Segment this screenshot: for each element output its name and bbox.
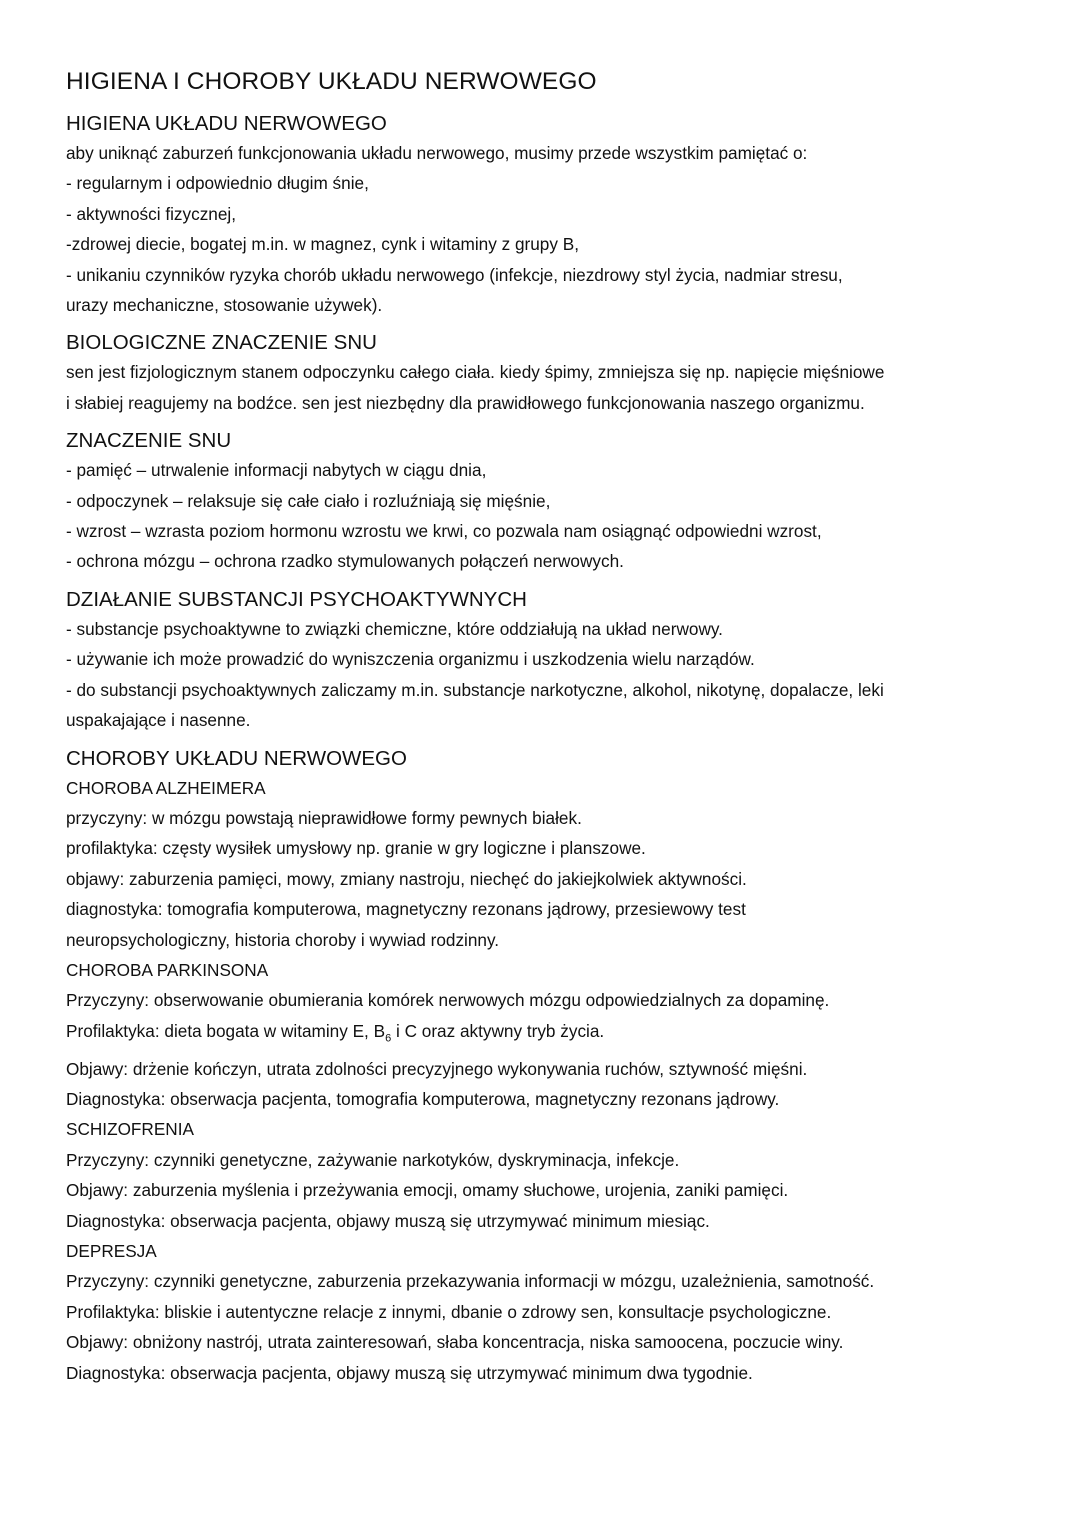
section-diseases [66,745,1020,1389]
section-heading: HIGIENA UKŁADU NERWOWEGO [66,112,387,135]
section-heading: BIOLOGICZNE ZNACZENIE SNU [66,331,377,355]
disease-alzheimer [66,773,1020,955]
text-line: Objawy: obniżony nastrój, utrata zainteresowań, słaba koncentracja, niska samoocena, poczucie winy. [66,1332,844,1353]
disease-depression [66,1236,1020,1388]
list-item: - regularnym i odpowiednio długim śnie, [66,173,369,194]
disease-parkinson [66,955,1020,1114]
text-fragment: Profilaktyka: dieta bogata w witaminy E, B [66,1020,386,1041]
list-item: - aktywności fizycznej, [66,203,237,224]
text-line: neuropsychologiczny, historia choroby i wywiad rodzinny. [66,929,500,950]
disease-title: CHOROBA PARKINSONA [66,959,269,980]
section-heading: DZIAŁANIE SUBSTANCJI PSYCHOAKTYWNYCH [66,587,527,611]
subscript: 6 [385,1032,392,1045]
text-line: Profilaktyka: bliskie i autentyczne relacje z innymi, dbanie o zdrowy sen, konsultacje psychologiczne. [66,1301,832,1322]
text-line: Przyczyny: czynniki genetyczne, zaburzenia przekazywania informacji w mózgu, uzależnienia, samotność. [66,1271,875,1292]
disease-title: CHOROBA ALZHEIMERA [66,777,266,798]
list-item: -zdrowej diecie, bogatej m.in. w magnez, cynk i witaminy z grupy B, [66,234,579,255]
text-line: aby uniknąć zaburzeń funkcjonowania układu nerwowego, musimy przede wszystkim pamiętać o: [66,143,808,163]
section-heading: CHOROBY UKŁADU NERWOWEGO [66,746,407,770]
list-item: - używanie ich może prowadzić do wyniszczenia organizmu i uszkodzenia wielu narządów. [66,649,755,670]
text-line: Objawy: drżenie kończyn, utrata zdolności precyzyjnego wykonywania ruchów, sztywność mięśni. [66,1058,808,1079]
text-line: urazy mechaniczne, stosowanie używek). [66,295,383,316]
text-line: Objawy: zaburzenia myślenia i przeżywania emocji, omamy słuchowe, urojenia, zaniki pamięci. [66,1180,789,1201]
text-line: Przyczyny: czynniki genetyczne, zażywanie narkotyków, dyskryminacja, infekcje. [66,1149,680,1170]
list-item: - pamięć – utrwalenie informacji nabytych w ciągu dnia, [66,460,487,481]
disease-title: DEPRESJA [66,1241,157,1262]
text-line: profilaktyka: częsty wysiłek umysłowy np. granie w gry logiczne i planszowe. [66,838,646,859]
text-line [66,1016,1020,1054]
text-line: Diagnostyka: obserwacja pacjenta, tomografia komputerowa, magnetyczny rezonans jądrowy. [66,1089,780,1109]
text-line: uspakajające i nasenne. [66,710,251,731]
text-line: Przyczyny: obserwowanie obumierania komórek nerwowych mózgu odpowiedzialnych za dopaminę. [66,990,830,1011]
text-line: Diagnostyka: obserwacja pacjenta, objawy muszą się utrzymywać minimum dwa tygodnie. [66,1362,753,1383]
section-psychoactive-substances [66,586,1020,736]
text-line: objawy: zaburzenia pamięci, mowy, zmiany nastroju, niechęć do jakiejkolwiek aktywności. [66,868,747,889]
disease-schizophrenia [66,1114,1020,1236]
list-item: - ochrona mózgu – ochrona rzadko stymulowanych połączeń nerwowych. [66,551,624,572]
section-heading: ZNACZENIE SNU [66,429,232,453]
section-hygiene [66,110,1020,320]
text-line: diagnostyka: tomografia komputerowa, magnetyczny rezonans jądrowy, przesiewowy test [66,899,746,920]
text-line: sen jest fizjologicznym stanem odpoczynku całego ciała. kiedy śpimy, zmniejsza się np. napięcie mięśniowe [66,362,885,383]
text-line: i słabiej reagujemy na bodźce. sen jest niezbędny dla prawidłowego funkcjonowania naszego organizmu. [66,392,865,413]
text-line: przyczyny: w mózgu powstają nieprawidłowe formy pewnych białek. [66,807,582,828]
page-title: HIGIENA I CHOROBY UKŁADU NERWOWEGO [66,68,597,95]
list-item: - do substancji psychoaktywnych zaliczamy m.in. substancje narkotyczne, alkohol, nikotynę, dopalacze, leki [66,679,884,700]
list-item: - unikaniu czynników ryzyka chorób układu nerwowego (infekcje, niezdrowy styl życia, nadmiar stresu, [66,264,843,285]
text-fragment: i C oraz aktywny tryb życia. [391,1020,605,1041]
section-sleep-biology [66,329,1020,418]
list-item: - odpoczynek – relaksuje się całe ciało i rozluźniają się mięśnie, [66,490,551,511]
section-sleep-meaning [66,427,1020,577]
list-item: - substancje psychoaktywne to związki chemiczne, które oddziałują na układ nerwowy. [66,618,723,639]
disease-title: SCHIZOFRENIA [66,1119,194,1140]
text-line: Diagnostyka: obserwacja pacjenta, objawy muszą się utrzymywać minimum miesiąc. [66,1210,710,1231]
list-item: - wzrost – wzrasta poziom hormonu wzrostu we krwi, co pozwala nam osiągnąć odpowiedni wzrost, [66,521,822,542]
